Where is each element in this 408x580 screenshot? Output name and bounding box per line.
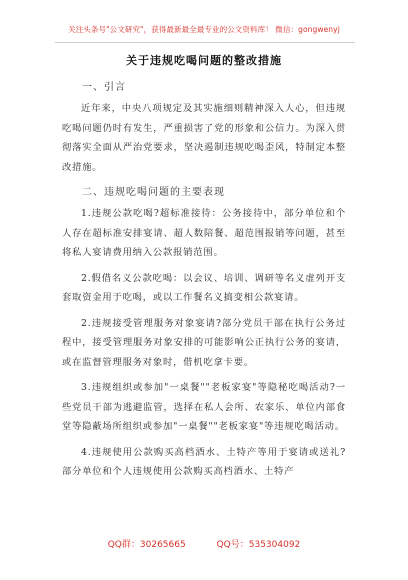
list-item: 1.违规公款吃喝?超标准接待：公务接待中，部分单位和个人存在超标准安排宴请、超人数陪餐、超范围报销等问题，甚至将私人宴请费用纳入公款报销范围。 (62, 208, 346, 258)
qq-group: QQ群：30265665 (107, 540, 186, 550)
section-heading-manifestations: 二、违规吃喝问题的主要表现 (82, 187, 225, 198)
page-header: 关注头条号"公文研究"，获得最新最全最专业的公文资料库！ 微信：gongwenyj (68, 25, 340, 34)
list-item: 2.违规接受管理服务对象宴请?部分党员干部在执行公务过程中，接受管理服务对象安排的可能影响公正执行公务的宴请，或在监督管理服务对象时，借机吃拿卡要。 (62, 317, 346, 368)
qq-number: QQ号：535304092 (216, 540, 301, 550)
document-title: 关于违规吃喝问题的整改措施 (126, 54, 282, 67)
section-heading-intro: 一、引言 (82, 82, 126, 93)
document-body (62, 52, 346, 488)
header-divider (55, 42, 355, 43)
list-item: 4.违规使用公款购买高档酒水、土特产等用于宴请或送礼?部分单位和个人违规使用公款购买高档酒水、土特产 (62, 446, 346, 477)
list-item: 2.假借名义公款吃喝：以会议、培训、调研等名义虚列开支套取资金用于吃喝，或以工作餐名义搞变相公款宴请。 (62, 272, 346, 303)
page-footer (0, 537, 408, 550)
list-item: 3.违规组织或参加"一桌餐""老板家宴"等隐秘吃喝活动?一些党员干部为逃避监管，选择在私人会所、农家乐、单位内部食堂等隐蔽场所组织或参加"一桌餐""老板家宴"等违规吃喝活动。 (62, 382, 346, 432)
intro-paragraph: 近年来，中央八项规定及其实施细则精神深入人心，但违规吃喝问题仍时有发生，严重损害了党的形象和公信力。为深入贯彻落实全面从严治党要求，坚决遏制违规吃喝歪风，特制定本整改措施。 (62, 103, 346, 173)
